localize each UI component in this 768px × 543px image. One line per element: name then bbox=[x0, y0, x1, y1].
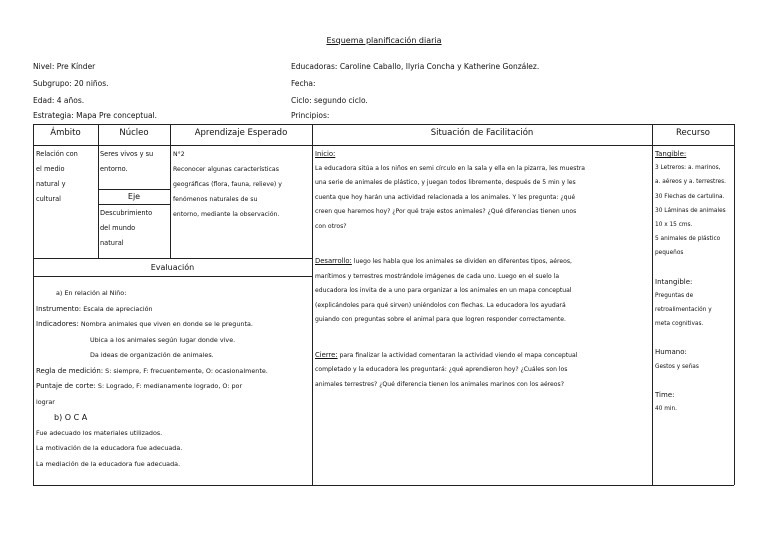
desarrollo-line: educadora los invita de a uno para organizar a los animales en un mapa conceptual bbox=[315, 287, 572, 294]
edad-text: Edad: 4 años. bbox=[33, 96, 85, 105]
inicio-label: Inicio: bbox=[315, 150, 336, 158]
time-value: 40 min. bbox=[655, 406, 677, 413]
aprendizaje-line: entorno, mediante la observación. bbox=[173, 211, 280, 218]
humano-value: Gestos y señas bbox=[655, 363, 699, 370]
nivel-text: Nivel: Pre Kínder bbox=[33, 62, 96, 71]
evaluacion-cell bbox=[36, 286, 310, 472]
ciclo-text: Ciclo: segundo ciclo. bbox=[291, 96, 368, 105]
tangible-label: Tangible: bbox=[655, 150, 687, 158]
eval-instrumento: Instrumento: Escala de apreciación bbox=[36, 304, 153, 313]
col-header-situacion: Situación de Facilitación bbox=[430, 128, 534, 138]
aprendizaje-line: Reconocer algunas características bbox=[173, 166, 279, 173]
tangible-line: a. aéreos y a. terrestres. bbox=[655, 179, 727, 186]
intangible-line: retroalimentación y bbox=[655, 307, 712, 314]
nucleo-line: entorno. bbox=[100, 165, 128, 173]
tangible-line: 10 x 15 cms. bbox=[655, 222, 693, 229]
fecha-text: Fecha: bbox=[291, 79, 316, 88]
col-header-aprendizaje: Aprendizaje Esperado bbox=[194, 128, 288, 138]
ambito-line: el medio bbox=[36, 165, 65, 173]
col-header-ambito: Ámbito bbox=[50, 128, 81, 138]
ambito-cell bbox=[36, 147, 96, 207]
eje-line: Descubrimiento bbox=[100, 209, 153, 217]
nucleo-cell bbox=[100, 147, 169, 177]
principios-text: Principios: bbox=[291, 111, 330, 120]
eje-label: Eje bbox=[127, 192, 141, 201]
cierre-line: animales terrestres? ¿Qué diferencia tienen los animales marinos con los aéreos? bbox=[315, 380, 564, 388]
inicio-line: una serie de animales de plástico, y juegan todos libremente, después de 5 min y les bbox=[315, 179, 576, 186]
aprendizaje-cell bbox=[173, 147, 311, 222]
intangible-label: Intangible: bbox=[655, 277, 693, 286]
time-label: Time: bbox=[655, 390, 675, 399]
estrategia-text: Estrategia: Mapa Pre conceptual. bbox=[33, 111, 158, 120]
intangible-line: Preguntas de bbox=[655, 292, 694, 299]
intangible-line: meta cognitivas. bbox=[655, 321, 704, 328]
eval-b-1: Fue adecuado los materiales utilizados. bbox=[36, 428, 163, 437]
aprendizaje-line: fenómenos naturales de su bbox=[173, 196, 258, 203]
eval-b-3: La mediación de la educadora fue adecuada. bbox=[36, 459, 181, 468]
inicio-line: cuenta que hoy harán una actividad relacionada a los animales. Y les pregunta: ¿qué bbox=[315, 193, 576, 201]
cierre-line: Cierre: para finalizar la actividad comentaran la actividad viendo el mapa conceptual bbox=[315, 350, 578, 359]
eval-puntaje: Puntaje de corte: S: Logrado, F: medianamente logrado, O: por bbox=[36, 382, 243, 390]
eval-indicador-3: Da ideas de organización de animales. bbox=[90, 351, 214, 359]
evaluacion-label: Evaluación bbox=[150, 263, 195, 272]
nucleo-line: Seres vivos y su bbox=[100, 150, 154, 158]
ambito-line: Relación con bbox=[36, 150, 78, 158]
desarrollo-line: marítimos y terrestres mostrándole imágenes de cada uno. Luego en el suelo la bbox=[315, 272, 560, 280]
eval-indicador-2: Ubica a los animales según lugar donde vive. bbox=[90, 335, 236, 344]
humano-label: Humano: bbox=[655, 348, 687, 357]
eval-indicadores: Indicadores: Nombra animales que viven en donde se le pregunta. bbox=[36, 320, 253, 328]
eje-line: natural bbox=[100, 239, 124, 247]
tangible-line: 30 Flechas de cartulina. bbox=[655, 193, 725, 200]
inicio-line: con otros? bbox=[315, 222, 347, 230]
inicio-line: La educadora sitúa a los niños en semi círculo en la sala y ella en la pizarra, les muestra bbox=[315, 164, 586, 172]
recurso-cell bbox=[655, 147, 733, 416]
eval-puntaje-2: lograr bbox=[36, 397, 55, 406]
cierre-line: completado y la educadora les preguntará: ¿qué aprendieron hoy? ¿Cuáles son los bbox=[315, 366, 568, 373]
eje-cell bbox=[100, 206, 169, 251]
desarrollo-line: Desarrollo: luego les habla que los animales se dividen en diferentes tipos, aéreos, bbox=[315, 257, 572, 265]
ambito-line: cultural bbox=[36, 195, 61, 203]
tangible-line: 3 Letreros: a. marinos, bbox=[655, 165, 721, 172]
aprendizaje-line: N°2 bbox=[173, 151, 185, 158]
tangible-line: 5 animales de plástico bbox=[655, 236, 721, 243]
desarrollo-line: (explicándoles para qué sirven) uniéndolos con flechas. La educadora los ayudará bbox=[315, 301, 566, 309]
col-header-recurso: Recurso bbox=[676, 128, 710, 138]
aprendizaje-line: geográficas (flora, fauna, relieve) y bbox=[173, 181, 282, 188]
page-title: Esquema planificación diaria bbox=[326, 36, 442, 45]
eje-line: del mundo bbox=[100, 224, 136, 232]
desarrollo-line: guiando con preguntas sobre el animal para que logren responder correctamente. bbox=[315, 316, 566, 323]
inicio-line: creen que haremos hoy? ¿Por qué traje estos animales? ¿Qué diferencias tienen unos bbox=[315, 208, 577, 215]
eval-b-label: b) O C A bbox=[54, 413, 88, 422]
educadoras-text: Educadoras: Caroline Caballo, Ilyria Concha y Katherine González. bbox=[291, 62, 540, 71]
ambito-line: natural y bbox=[36, 180, 66, 188]
eval-a-label: a) En relación al Niño: bbox=[56, 289, 127, 297]
tangible-line: pequeños bbox=[655, 250, 684, 257]
eval-b-2: La motivación de la educadora fue adecuada. bbox=[36, 444, 183, 452]
col-header-nucleo: Núcleo bbox=[119, 128, 149, 138]
situacion-cell bbox=[315, 147, 650, 392]
subgrupo-text: Subgrupo: 20 niños. bbox=[33, 79, 109, 88]
tangible-line: 30 Láminas de animales bbox=[655, 207, 726, 214]
eval-regla: Regla de medición: S: siempre, F: frecuentemente, O: ocasionalmente. bbox=[36, 366, 268, 375]
